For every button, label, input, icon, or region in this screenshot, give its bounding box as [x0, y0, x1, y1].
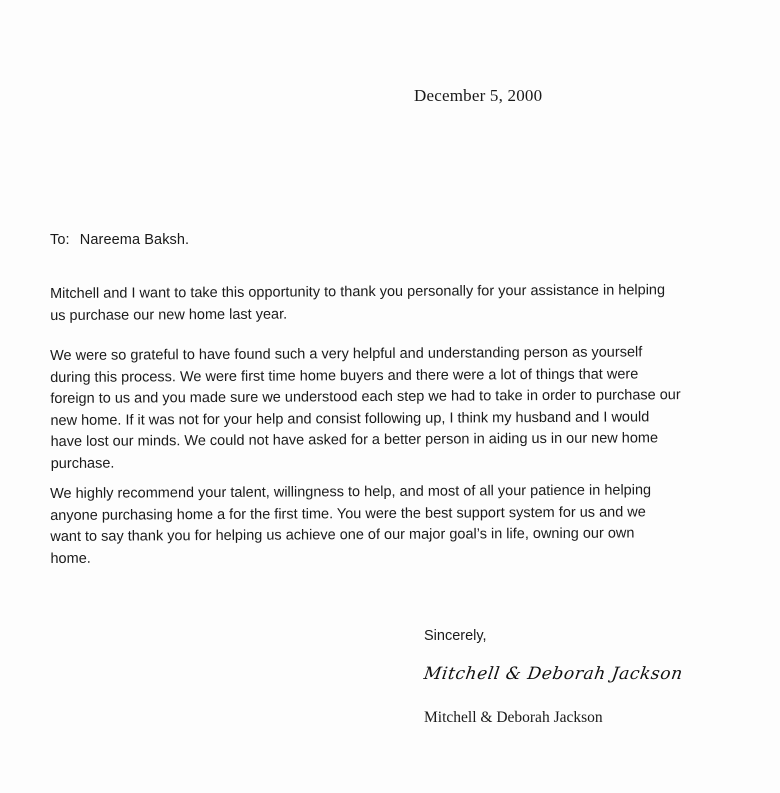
paragraph-line: new home. If it was not for your help and consist following up, I think my husband and I would	[50, 408, 650, 429]
recipient-name: Nareema Baksh.	[79, 232, 190, 248]
handwritten-signature: Mitchell & Deborah Jackson	[422, 664, 685, 684]
paragraph-line: anyone purchasing home a for the first time. You were the best support system for us and we	[50, 503, 646, 524]
paragraph-3	[50, 480, 731, 570]
recipient-line	[50, 232, 189, 248]
to-label: To:	[50, 232, 70, 248]
paragraph-line: want to say thank you for helping us achieve one of our major goal’s in life, owning our own	[50, 525, 635, 545]
paragraph-line: have lost our minds. We could not have asked for a better person in aiding us in our new home	[50, 430, 659, 450]
paragraph-line: during this process. We were first time home buyers and there were a lot of things that were	[50, 365, 639, 386]
paragraph-line: us purchase our new home last year.	[50, 306, 288, 324]
paragraph-line: Mitchell and I want to take this opportunity to thank you personally for your assistance in helping	[50, 282, 666, 302]
paragraph-line: home.	[50, 550, 91, 567]
paragraph-line: purchase.	[50, 455, 115, 472]
paragraph-line: We were so grateful to have found such a very helpful and understanding person as yourself	[50, 344, 643, 364]
paragraph-line: We highly recommend your talent, willingness to help, and most of all your patience in helping	[50, 482, 652, 502]
letter-date: December 5, 2000	[414, 86, 543, 105]
paragraph-2	[50, 342, 731, 475]
printed-name: Mitchell & Deborah Jackson	[424, 709, 603, 726]
paragraph-line: foreign to us and you made sure we understood each step we had to take in order to purchase our	[50, 387, 681, 407]
closing: Sincerely,	[424, 628, 487, 644]
paragraph-1	[50, 280, 730, 327]
